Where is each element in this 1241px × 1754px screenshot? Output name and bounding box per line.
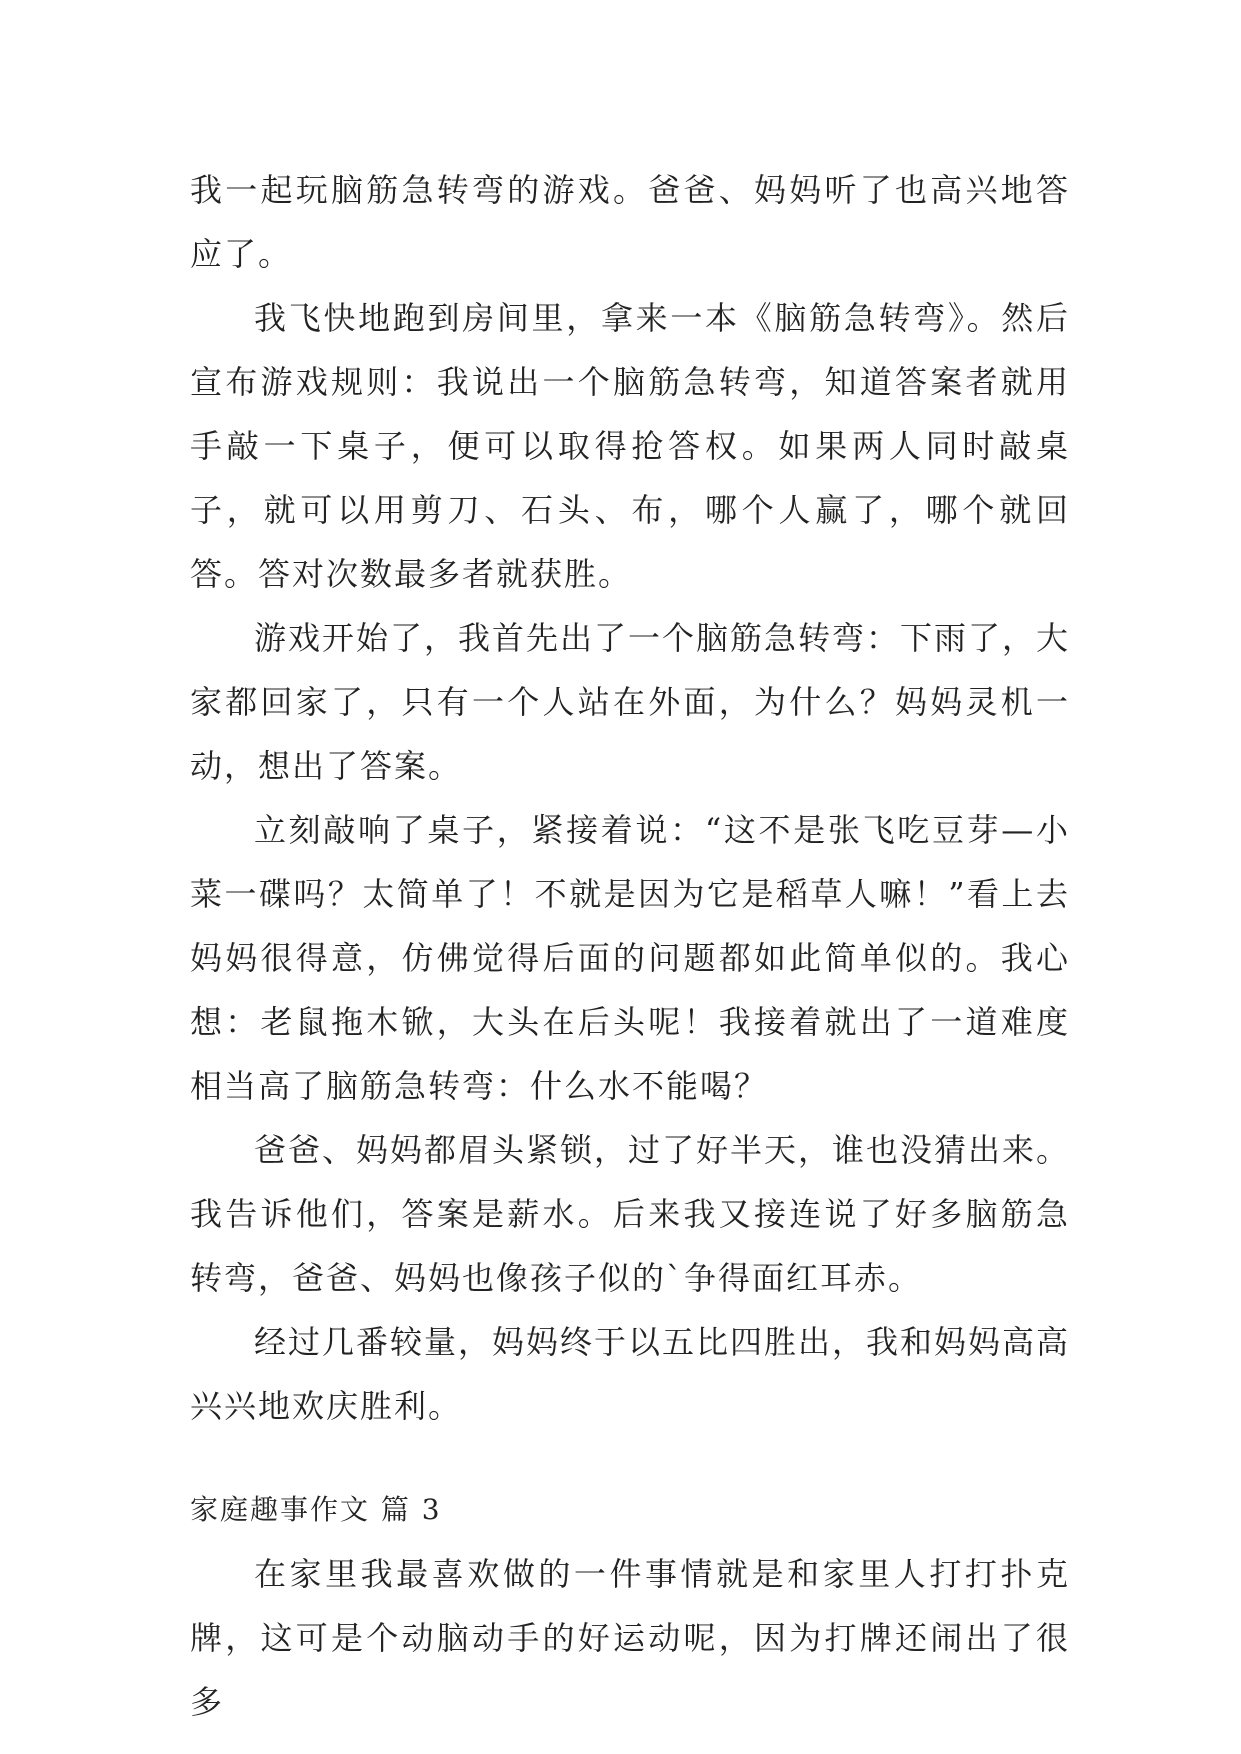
paragraph-continued: 我一起玩脑筋急转弯的游戏。爸爸、妈妈听了也高兴地答应了。 [190,171,1070,273]
document-body [190,158,1070,1734]
paragraph-game-start: 游戏开始了，我首先出了一个脑筋急转弯：下雨了，大家都回家了，只有一个人站在外面，为什么？妈妈灵机一动，想出了答案。 [190,619,1071,785]
section-heading: 家庭趣事作文 篇 3 [190,1493,442,1526]
paragraph-thinking: 爸爸、妈妈都眉头紧锁，过了好半天，谁也没猜出来。我告诉他们，答案是薪水。后来我又接连说了好多脑筋急转弯，爸爸、妈妈也像孩子似的`争得面红耳赤。 [190,1131,1071,1297]
paragraph-section-3: 在家里我最喜欢做的一件事情就是和家里人打打扑克牌，这可是个动脑动手的好运动呢，因为打牌还闹出了很多 [190,1555,1070,1721]
paragraph-result: 经过几番较量，妈妈终于以五比四胜出，我和妈妈高高兴兴地欢庆胜利。 [190,1323,1071,1425]
paragraph-rules: 我飞快地跑到房间里，拿来一本《脑筋急转弯》。然后宣布游戏规则：我说出一个脑筋急转弯，知道答案者就用手敲一下桌子，便可以取得抢答权。如果两人同时敲桌子，就可以用剪刀、石头、布，哪个人赢了，哪个就回答。答对次数最多者就获胜。 [190,299,1070,593]
paragraph-answer: 立刻敲响了桌子，紧接着说：“这不是张飞吃豆芽—小菜一碟吗？太简单了！不就是因为它是稻草人嘛！”看上去妈妈很得意，仿佛觉得后面的问题都如此简单似的。我心想：老鼠拖木锨，大头在后头呢！我接着就出了一道难度相当高了脑筋急转弯：什么水不能喝？ [190,811,1070,1105]
